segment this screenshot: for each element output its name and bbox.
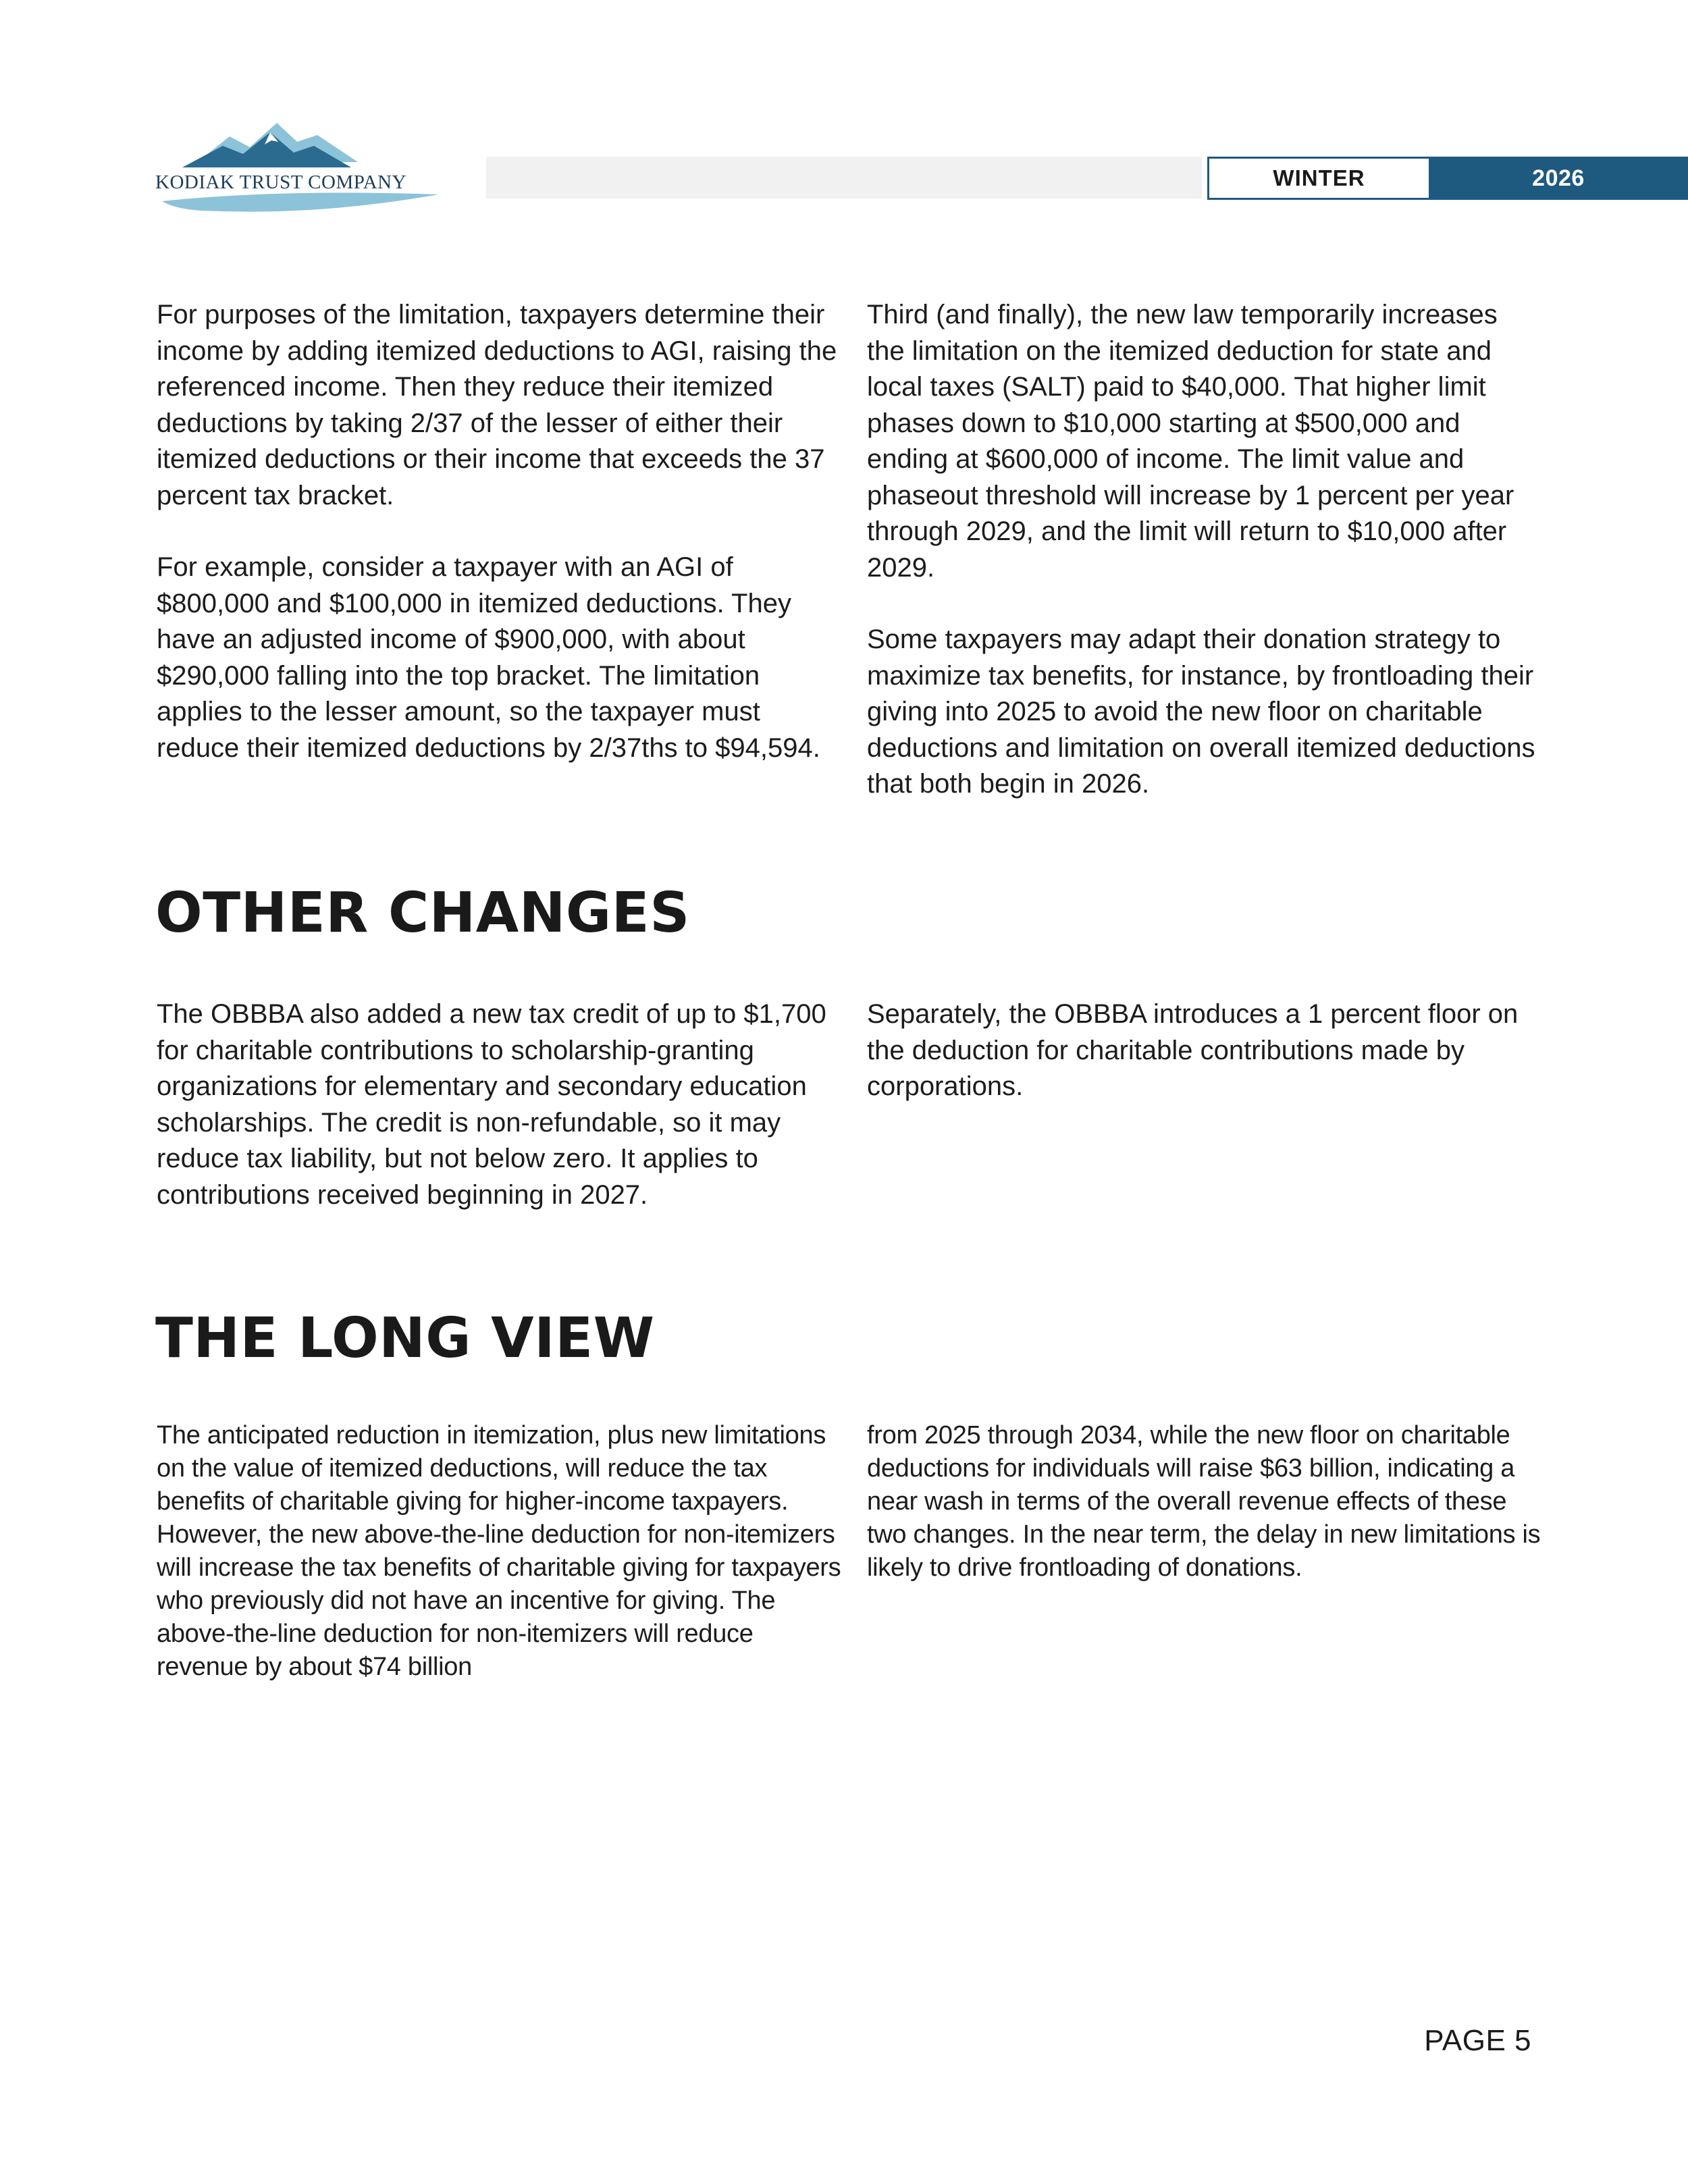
paragraph: Third (and finally), the new law temporarily increases the limitation on the itemized deduction for state and local taxes (SALT) paid to $40,000. That higher limit phases down to $10,000 starting at $500,000 and ending at $600,000 of income. The limit value and phaseout threshold will increase by 1 percent per year through 2029, and the limit will return to $10,000 after 2029. bbox=[867, 300, 1514, 583]
section-heading-long-view: THE LONG VIEW bbox=[155, 1306, 655, 1370]
page-number: PAGE 5 bbox=[1424, 2024, 1531, 2057]
long-view-right-column bbox=[867, 1419, 1542, 1584]
header-bar bbox=[486, 157, 1202, 198]
paragraph: from 2025 through 2034, while the new floor on charitable deductions for individuals will raise $63 billion, indicating a near wash in terms of the overall revenue effects of these two changes. In the near term, the delay in new limitations is likely to drive frontloading of donations. bbox=[867, 1421, 1541, 1582]
paragraph: For purposes of the limitation, taxpayers determine their income by adding itemized deductions to AGI, raising the referenced income. Then they reduce their itemized deductions by taking 2/37 of the lesser of either their itemized deductions or their income that exceeds the 37 percent tax bracket. bbox=[157, 300, 837, 510]
section-heading-other-changes: OTHER CHANGES bbox=[155, 881, 690, 945]
long-view-left-column bbox=[157, 1419, 842, 1684]
paragraph: The OBBBA also added a new tax credit of up to $1,700 for charitable contributions to scholarship-granting organizations for elementary and secondary education scholarships. The credit is non-refundable, so it may reduce tax liability, but not below zero. It applies to contributions received beginning in 2027. bbox=[157, 999, 826, 1210]
company-name: KODIAK TRUST COMPANY bbox=[155, 171, 407, 193]
year-label: 2026 bbox=[1429, 157, 1688, 200]
season-label: WINTER bbox=[1207, 157, 1431, 200]
paragraph: For example, consider a taxpayer with an AGI of $800,000 and $100,000 in itemized deductions. They have an adjusted income of $900,000, with about $290,000 falling into the top bracket. The limitation applies to the lesser amount, so the taxpayer must reduce their itemized deductions by 2/37ths to $94,594. bbox=[157, 552, 820, 763]
paragraph: The anticipated reduction in itemization, plus new limitations on the value of itemized deductions, will reduce the tax benefits of charitable giving for higher-income taxpayers. However, the new above-the-line deduction for non-itemizers will increase the tax benefits of charitable giving for taxpayers who previously did not have an incentive for giving. The above-the-line deduction for non-itemizers will reduce revenue by about $74 billion bbox=[157, 1421, 841, 1681]
mountain-logo-icon bbox=[155, 115, 452, 216]
paragraph: Some taxpayers may adapt their donation strategy to maximize tax benefits, for instance, by frontloading their giving into 2025 to avoid the new floor on charitable deductions and limitation on overall itemized deductions that both begin in 2026. bbox=[867, 624, 1535, 799]
intro-right-column bbox=[867, 297, 1542, 803]
other-changes-right-column bbox=[867, 996, 1542, 1105]
paragraph: Separately, the OBBBA introduces a 1 percent floor on the deduction for charitable contributions made by corporations. bbox=[867, 999, 1519, 1101]
logo-swoosh-shape bbox=[162, 193, 439, 212]
other-changes-left-column bbox=[157, 996, 842, 1213]
intro-left-column bbox=[157, 297, 842, 766]
company-logo bbox=[155, 115, 452, 216]
